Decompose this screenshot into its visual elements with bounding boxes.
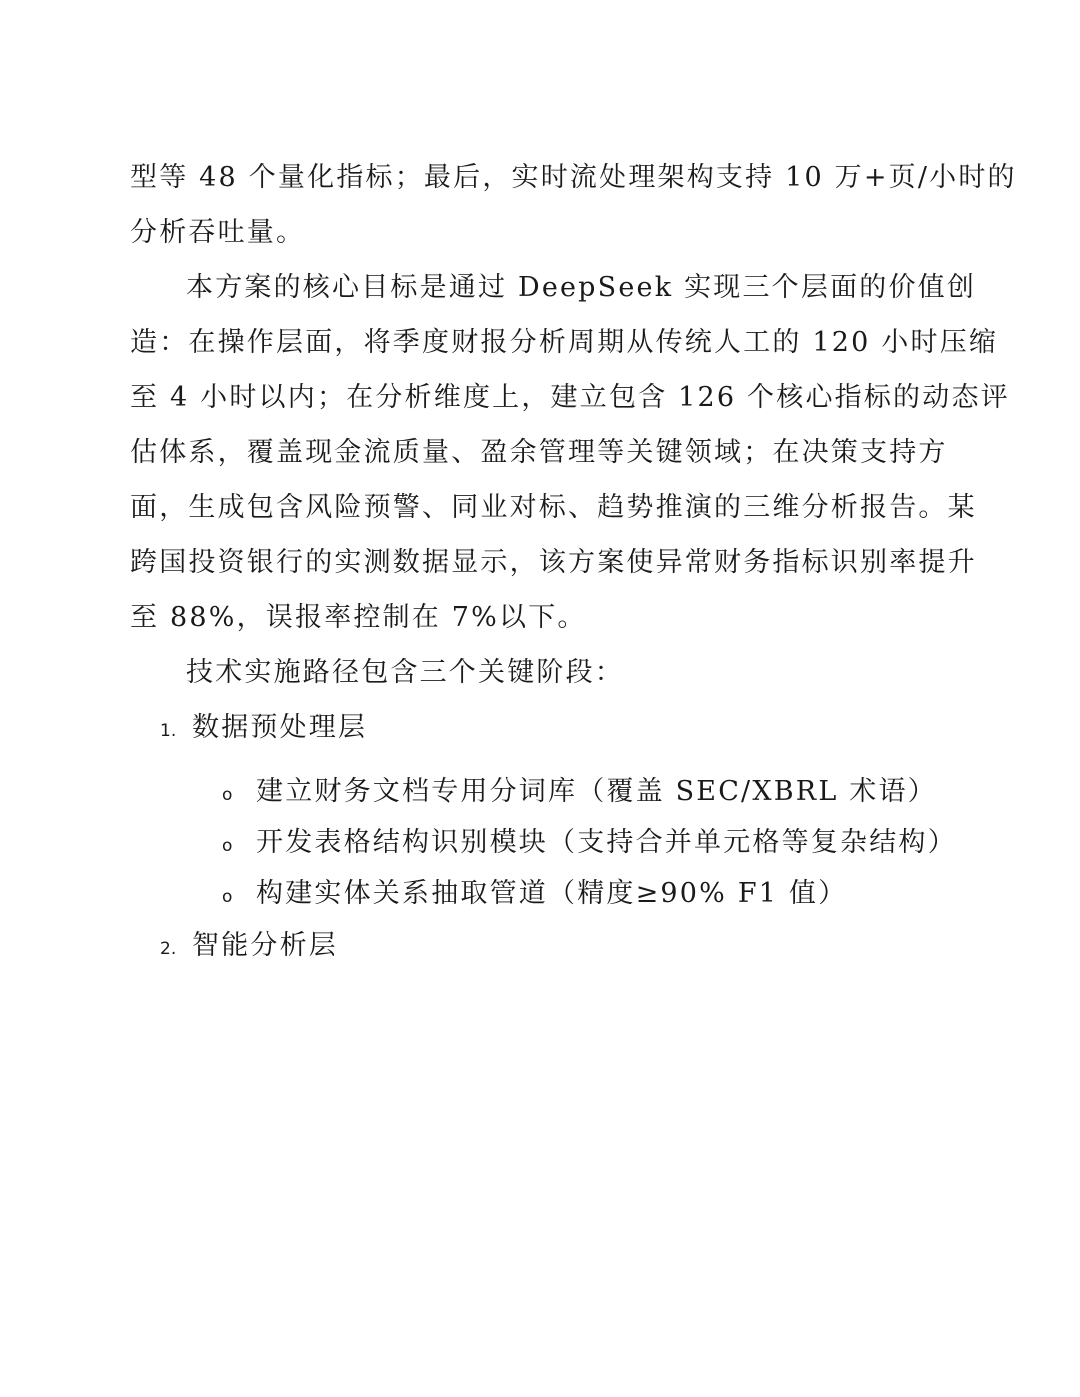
sub-bullet-1: o: [222, 785, 233, 805]
sub-item-2: 开发表格结构识别模块（支持合并单元格等复杂结构）: [256, 827, 957, 858]
list-item-1-number: 1.: [160, 721, 177, 741]
paragraph1-line-1: 型等 48 个量化指标；最后，实时流处理架构支持 10 万+页/小时的: [130, 162, 1017, 193]
sub-item-1: 建立财务文档专用分词库（覆盖 SEC/XBRL 术语）: [256, 776, 937, 807]
paragraph2-line-7: 至 88%，误报率控制在 7%以下。: [130, 602, 587, 633]
paragraph2-line-4: 估体系，覆盖现金流质量、盈余管理等关键领域；在决策支持方: [130, 437, 948, 468]
sub-item-3: 构建实体关系抽取管道（精度≥90% F1 值）: [256, 878, 848, 909]
paragraph1-line-2: 分析吞吐量。: [130, 217, 306, 248]
sub-bullet-3: o: [222, 887, 233, 907]
sub-bullet-2: o: [222, 836, 233, 856]
paragraph2-line-3: 至 4 小时以内；在分析维度上，建立包含 126 个核心指标的动态评: [130, 382, 1010, 413]
paragraph2-line-5: 面，生成包含风险预警、同业对标、趋势推演的三维分析报告。某: [130, 492, 977, 523]
paragraph3-text: 技术实施路径包含三个关键阶段：: [186, 657, 624, 688]
list-item-1-title: 数据预处理层: [192, 712, 368, 743]
paragraph2-line-6: 跨国投资银行的实测数据显示，该方案使异常财务指标识别率提升: [130, 547, 977, 578]
paragraph2-line-2: 造：在操作层面，将季度财报分析周期从传统人工的 120 小时压缩: [130, 327, 999, 358]
list-item-2-number: 2.: [160, 939, 177, 959]
paragraph2-line-1: 本方案的核心目标是通过 DeepSeek 实现三个层面的价值创: [186, 272, 977, 303]
list-item-2-title: 智能分析层: [192, 930, 338, 961]
